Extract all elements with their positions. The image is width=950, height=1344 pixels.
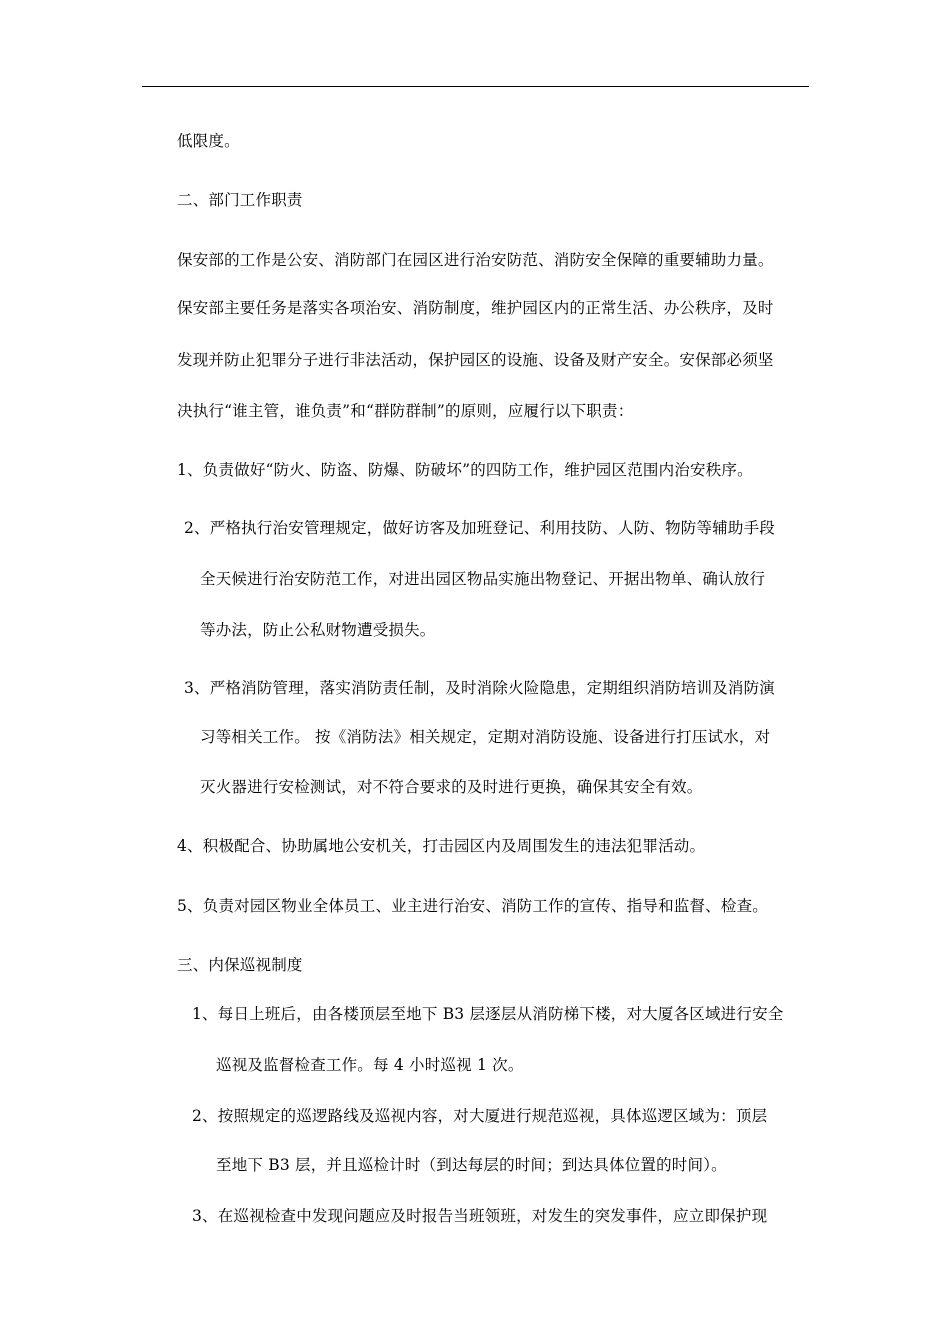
list-item: 1、每日上班后，由各楼顶层至地下 B3 层逐层从消防梯下楼，对大厦各区域进行安全 [192, 1005, 784, 1023]
list-item: 3、严格消防管理，落实消防责任制，及时消除火险隐患，定期组织消防培训及消防演 [184, 679, 775, 697]
list-item-continuation: 等办法，防止公私财物遭受损失。 [200, 621, 436, 639]
text-line: 低限度。 [177, 132, 240, 150]
list-item-continuation: 至地下 B3 层，并且巡检计时（到达每层的时间；到达具体位置的时间）。 [216, 1156, 727, 1174]
list-item: 2、按照规定的巡逻路线及巡视内容，对大厦进行规范巡视，具体巡逻区域为：顶层 [192, 1107, 768, 1125]
section-heading: 二、部门工作职责 [177, 191, 303, 209]
section-heading: 三、内保巡视制度 [177, 956, 303, 974]
list-item: 5、负责对园区物业全体员工、业主进行治安、消防工作的宣传、指导和监督、检查。 [177, 897, 768, 915]
list-item-continuation: 巡视及监督检查工作。每 4 小时巡视 1 次。 [216, 1056, 524, 1074]
text-line: 保安部的工作是公安、消防部门在园区进行治安防范、消防安全保障的重要辅助力量。 [177, 251, 774, 269]
header-rule [142, 86, 809, 87]
list-item-continuation: 习等相关工作。 按《消防法》相关规定，定期对消防设施、设备进行打压试水，对 [200, 728, 771, 746]
list-item: 1、负责做好“防火、防盗、防爆、防破坏”的四防工作，维护园区范围内治安秩序。 [177, 461, 753, 479]
list-item-continuation: 灭火器进行安检测试，对不符合要求的及时进行更换，确保其安全有效。 [200, 778, 703, 796]
list-item: 3、在巡视检查中发现问题应及时报告当班领班，对发生的突发事件，应立即保护现 [192, 1207, 768, 1225]
list-item: 2、严格执行治安管理规定，做好访客及加班登记、利用技防、人防、物防等辅助手段 [184, 519, 775, 537]
text-line: 保安部主要任务是落实各项治安、消防制度，维护园区内的正常生活、办公秩序，及时 [177, 299, 774, 317]
list-item: 4、积极配合、协助属地公安机关，打击园区内及周围发生的违法犯罪活动。 [177, 837, 706, 855]
text-line: 决执行“谁主管，谁负责”和“群防群制”的原则，应履行以下职责： [177, 402, 634, 420]
text-line: 发现并防止犯罪分子进行非法活动，保护园区的设施、设备及财产安全。安保部必须坚 [177, 351, 774, 369]
list-item-continuation: 全天候进行治安防范工作，对进出园区物品实施出物登记、开据出物单、确认放行 [200, 570, 766, 588]
